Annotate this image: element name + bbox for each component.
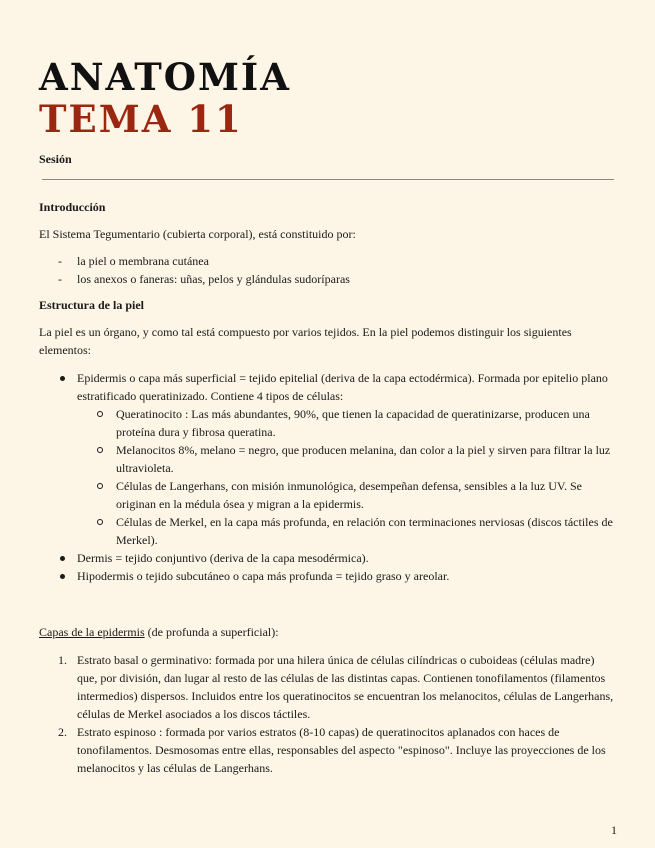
capas-heading-rest: (de profunda a superficial): <box>144 625 279 639</box>
estructura-heading: Estructura de la piel <box>39 298 144 312</box>
dash-marker: - <box>58 254 62 268</box>
list-item-dermis <box>39 549 617 567</box>
sublist-item <box>77 477 617 513</box>
list-item-text: Hipodermis o tejido subcutáneo o capa más profunda = tejido graso y areolar. <box>77 569 450 583</box>
sublist-item <box>77 513 617 549</box>
circle-bullet-icon <box>97 483 103 489</box>
intro-heading: Introducción <box>39 200 106 214</box>
sublist-item <box>77 405 617 441</box>
numbered-item-text: Estrato espinoso : formada por varios estratos (8-10 capas) de queratinocitos aplanados con haces de tonofilamentos. Desmosomas entre ellas, responsables del aspecto "espinoso". Incluye las proyecciones de los melanocitos y las células de Langerhans. <box>77 725 606 775</box>
circle-bullet-icon <box>97 411 103 417</box>
list-item-epidermis <box>39 369 617 549</box>
item-number: 1. <box>58 653 67 667</box>
circle-bullet-icon <box>97 519 103 525</box>
capas-list <box>39 651 617 777</box>
title-anatomia: ANATOMÍA <box>39 55 291 99</box>
title-tema: TEMA 11 <box>39 97 243 141</box>
list-item-text: los anexos o faneras: uñas, pelos y glándulas sudoríparas <box>77 272 350 286</box>
numbered-item-text: Estrato basal o germinativo: formada por una hilera única de células cilíndricas o cuboideas (células madre) que, por división, dan lugar al resto de las células de las distintas capas. Contienen tonofilamentos (filamentos intermedios) dispersos. Incluidos entre los queratinocitos se encuentran los melanocitos, células de Langerhans, células de Merkel asociados a los discos táctiles. <box>77 653 614 721</box>
list-item-text: la piel o membrana cutánea <box>77 254 209 268</box>
circle-bullet-icon <box>97 447 103 453</box>
estructura-list <box>39 369 617 585</box>
bullet-icon <box>60 376 65 381</box>
horizontal-rule <box>42 179 614 180</box>
intro-list <box>39 252 617 288</box>
list-item <box>39 270 617 288</box>
numbered-item <box>39 651 617 723</box>
capas-heading <box>39 623 617 641</box>
session-label: Sesión <box>39 152 72 166</box>
bullet-icon <box>60 574 65 579</box>
list-item-text: Epidermis o capa más superficial = tejido epitelial (deriva de la capa ectodérmica). Formada por epitelio plano estratificado queratinizado. Contiene 4 tipos de células: <box>77 371 608 403</box>
sublist-item-text: Células de Langerhans, con misión inmunológica, desempeñan defensa, sensibles a la luz UV. Se originan en la médula ósea y migran a la epidermis. <box>116 479 582 511</box>
page-number: 1 <box>611 823 617 837</box>
epidermis-sublist <box>77 405 617 549</box>
sublist-item <box>77 441 617 477</box>
intro-text: El Sistema Tegumentario (cubierta corporal), está constituido por: <box>39 227 356 241</box>
item-number: 2. <box>58 725 67 739</box>
estructura-text: La piel es un órgano, y como tal está compuesto por varios tejidos. En la piel podemos distinguir los siguientes elementos: <box>39 325 572 357</box>
sublist-item-text: Queratinocito : Las más abundantes, 90%, que tienen la capacidad de queratinizarse, producen una proteína dura y fibrosa queratina. <box>116 407 590 439</box>
document-page <box>39 56 617 777</box>
sublist-item-text: Células de Merkel, en la capa más profunda, en relación con terminaciones nerviosas (discos táctiles de Merkel). <box>116 515 613 547</box>
numbered-item <box>39 723 617 777</box>
capas-heading-underlined: Capas de la epidermis <box>39 625 145 639</box>
list-item-text: Dermis = tejido conjuntivo (deriva de la capa mesodérmica). <box>77 551 369 565</box>
list-item-hipodermis <box>39 567 617 585</box>
sublist-item-text: Melanocitos 8%, melano = negro, que producen melanina, dan color a la piel y sirven para filtrar la luz ultravioleta. <box>116 443 611 475</box>
bullet-icon <box>60 556 65 561</box>
list-item <box>39 252 617 270</box>
dash-marker: - <box>58 272 62 286</box>
